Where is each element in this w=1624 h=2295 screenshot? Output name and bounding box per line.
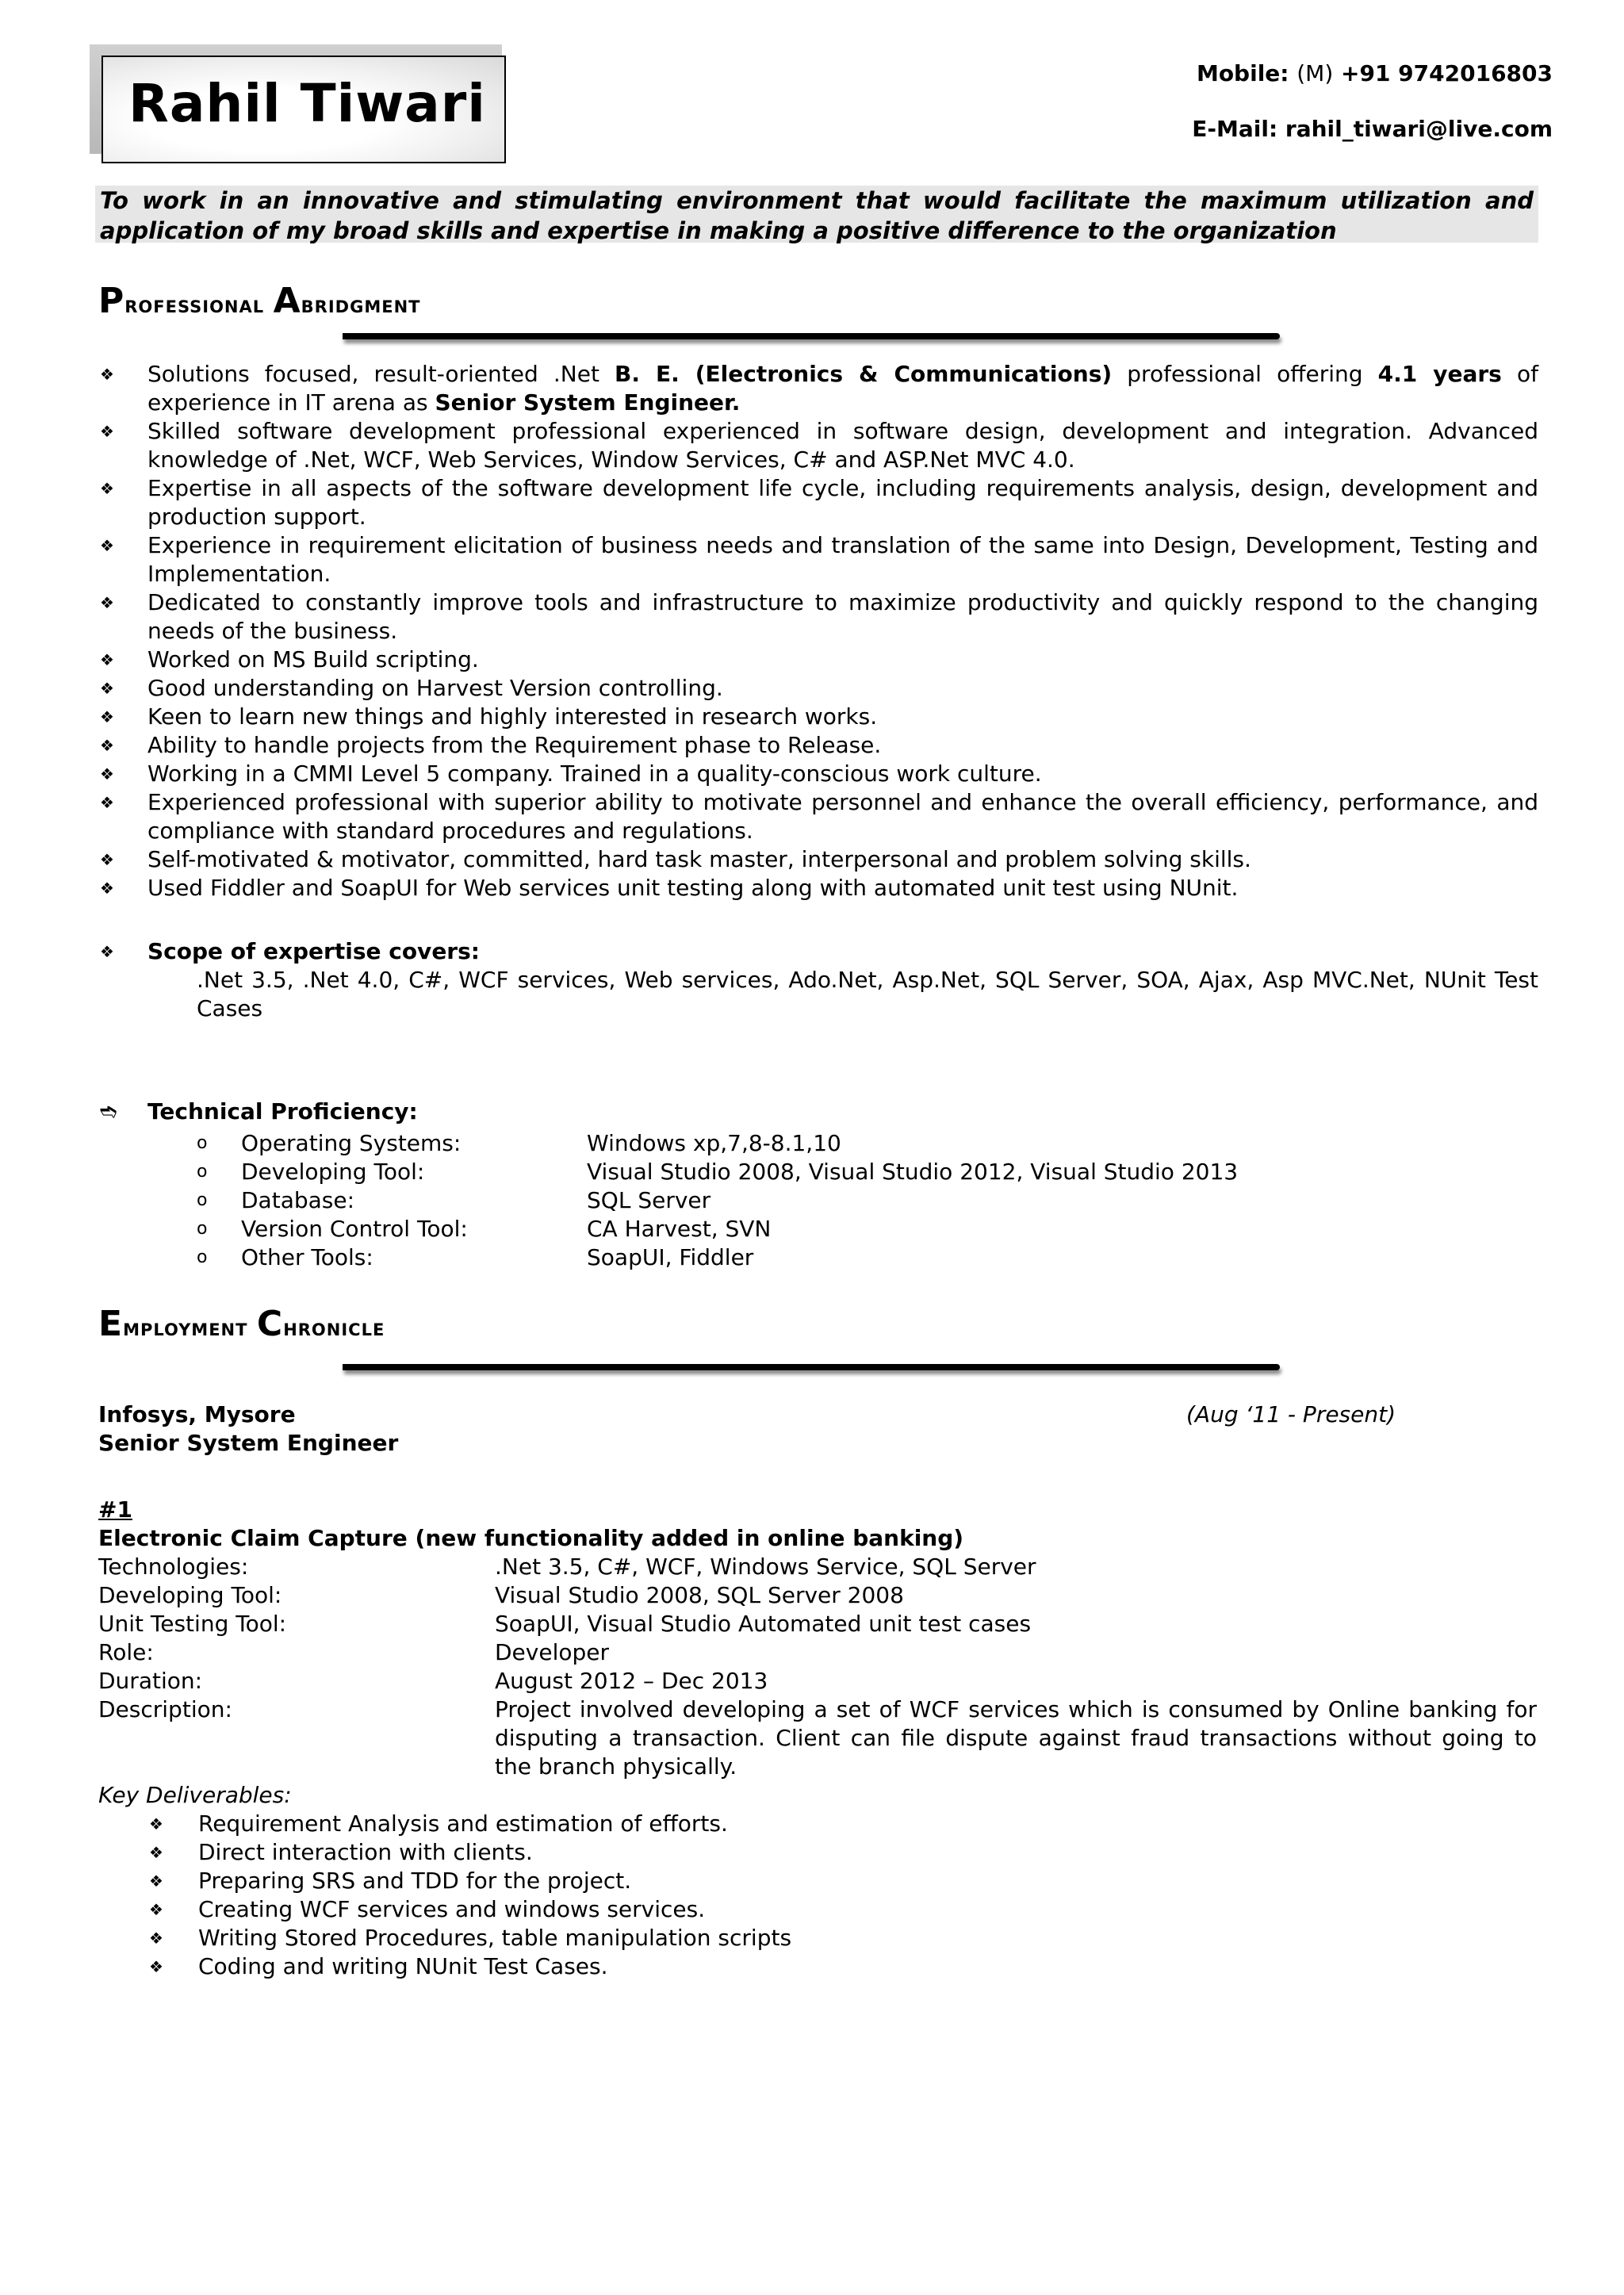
objective-line-1: To work in an innovative and stimulating environment that would facilitate the maximum utilization and [100, 187, 1534, 214]
scope-of-expertise [95, 937, 1538, 1023]
contact-mobile [1197, 60, 1553, 86]
list-item: ❖ Keen to learn new things and highly interested in research works. [95, 703, 1538, 731]
candidate-name: Rahil Tiwari [128, 73, 486, 134]
project-number: #1 [98, 1496, 132, 1523]
mobile-label: Mobile: [1196, 60, 1289, 86]
objective-statement [95, 186, 1538, 243]
list-item: ❖ Dedicated to constantly improve tools and infrastructure to maximize productivity and quickly respond to the changing needs of the business. [95, 588, 1538, 646]
key-deliverables-label: Key Deliverables: [98, 1782, 292, 1808]
table-row [197, 1186, 1238, 1215]
table-row [98, 1581, 1537, 1610]
text: professional offering [1112, 361, 1378, 387]
project-entry [98, 1496, 1537, 1981]
project-details-table [98, 1553, 1537, 1781]
row-key: Role: [98, 1639, 154, 1665]
row-key: Technologies: [98, 1554, 249, 1580]
contact-email [1192, 116, 1553, 142]
section-title-employment-chronicle [98, 1304, 385, 1344]
list-item: ❖ Ability to handle projects from the Requirement phase to Release. [95, 731, 1538, 760]
list-item: ❖ Requirement Analysis and estimation of efforts. [98, 1810, 1537, 1838]
list-item: ❖ Coding and writing NUnit Test Cases. [98, 1952, 1537, 1981]
row-value: Windows xp,7,8-8.1,10 [587, 1130, 841, 1156]
title-rest: hronicle [283, 1314, 385, 1342]
row-value: CA Harvest, SVN [587, 1216, 772, 1242]
table-row [197, 1158, 1238, 1186]
list-item: ❖ Writing Stored Procedures, table manipulation scripts [98, 1924, 1537, 1952]
mobile-number: +91 9742016803 [1341, 60, 1553, 86]
mobile-prefix: (M) [1297, 60, 1334, 86]
experience-years: 4.1 years [1377, 361, 1502, 387]
table-row [98, 1667, 1537, 1695]
row-marker: o [197, 1190, 208, 1210]
text: Solutions focused, result-oriented .Net [147, 361, 615, 387]
row-value: SoapUI, Fiddler [587, 1244, 754, 1270]
table-row [197, 1129, 1238, 1158]
table-row [98, 1695, 1537, 1781]
project-title: Electronic Claim Capture (new functionality added in online banking) [98, 1525, 964, 1551]
title-capital: A [273, 281, 301, 321]
row-key: Unit Testing Tool: [98, 1611, 287, 1637]
section-rule [343, 1364, 1280, 1370]
job-entry [98, 1400, 1542, 1458]
list-item: ❖ Experience in requirement elicitation of business needs and translation of the same into Design, Development, Testing and Implementation. [95, 531, 1538, 588]
email-label: E-Mail: [1192, 116, 1278, 142]
row-key: Developing Tool: [241, 1159, 425, 1185]
section-rule [343, 333, 1280, 339]
title-rest: mployment [123, 1314, 248, 1342]
list-item: ❖ Working in a CMMI Level 5 company. Trained in a quality-conscious work culture. [95, 760, 1538, 788]
row-key: Developing Tool: [98, 1582, 282, 1608]
table-row [98, 1553, 1537, 1581]
table-row [98, 1610, 1537, 1638]
name-box [102, 56, 506, 163]
list-item [95, 360, 1538, 417]
technical-table [197, 1129, 1238, 1272]
abridgment-bullets [95, 360, 1538, 902]
row-value: August 2012 – Dec 2013 [495, 1668, 768, 1694]
text: of experience in IT arena as [147, 361, 1538, 416]
list-item: ❖ Direct interaction with clients. [98, 1838, 1537, 1867]
job-title: Senior System Engineer. [435, 389, 741, 416]
row-key: Other Tools: [241, 1244, 373, 1270]
table-row [197, 1215, 1238, 1243]
row-key: Database: [241, 1187, 355, 1213]
row-value: Project involved developing a set of WCF services which is consumed by Online banking for disputing a transaction. Client can file dispute against fraud transactions without going to the branch physically. [495, 1696, 1537, 1780]
list-item: ❖ Used Fiddler and SoapUI for Web services unit testing along with automated unit test using NUnit. [95, 874, 1538, 902]
title-rest: rofessional [124, 291, 265, 319]
row-value: SQL Server [587, 1187, 711, 1213]
row-value: Visual Studio 2008, SQL Server 2008 [495, 1582, 904, 1608]
list-item: ❖ Preparing SRS and TDD for the project. [98, 1867, 1537, 1895]
title-capital: P [98, 281, 125, 321]
title-capital: C [256, 1304, 284, 1344]
row-value: SoapUI, Visual Studio Automated unit test cases [495, 1611, 1032, 1637]
degree: B. E. (Electronics & Communications) [615, 361, 1113, 387]
list-item: ❖ Good understanding on Harvest Version controlling. [95, 674, 1538, 703]
email-address[interactable]: rahil_tiwari@live.com [1285, 116, 1553, 142]
employment-dates: (Aug ‘11 - Present) [1186, 1401, 1396, 1427]
table-row [98, 1638, 1537, 1667]
row-marker: o [197, 1162, 208, 1182]
row-value: .Net 3.5, C#, WCF, Windows Service, SQL Server [495, 1554, 1036, 1580]
row-key: Duration: [98, 1668, 203, 1694]
title-rest: bridgment [301, 291, 421, 319]
row-key: Operating Systems: [241, 1130, 462, 1156]
list-item: ❖ Skilled software development professional experienced in software design, development and integration. Advanced knowledge of .Net, WCF, Web Services, Window Services, C# and ASP.Net MVC 4.0. [95, 417, 1538, 474]
section-title-professional-abridgment [98, 281, 420, 321]
row-marker: o [197, 1133, 208, 1153]
row-key: Version Control Tool: [241, 1216, 468, 1242]
row-value: Developer [495, 1639, 610, 1665]
list-item: ❖ Expertise in all aspects of the software development life cycle, including requirements analysis, design, development and production support. [95, 474, 1538, 531]
job-role: Senior System Engineer [98, 1430, 399, 1456]
technical-heading: ➬ Technical Proficiency: [95, 1098, 1538, 1126]
scope-body: .Net 3.5, .Net 4.0, C#, WCF services, Web services, Ado.Net, Asp.Net, SQL Server, SOA, Ajax, Asp MVC.Net, NUnit Test Cases [197, 967, 1538, 1021]
row-marker: o [197, 1247, 208, 1267]
technical-proficiency [95, 1098, 1538, 1272]
row-value: Visual Studio 2008, Visual Studio 2012, Visual Studio 2013 [587, 1159, 1239, 1185]
list-item: ❖ Creating WCF services and windows services. [98, 1895, 1537, 1924]
scope-heading: ❖ Scope of expertise covers: [95, 937, 1538, 966]
table-row [197, 1243, 1238, 1272]
company-name: Infosys, Mysore [98, 1401, 296, 1427]
title-capital: E [98, 1304, 124, 1344]
row-key: Description: [98, 1696, 232, 1722]
row-marker: o [197, 1219, 208, 1239]
list-item: ❖ Self-motivated & motivator, committed, hard task master, interpersonal and problem solving skills. [95, 845, 1538, 874]
list-item: ❖ Experienced professional with superior ability to motivate personnel and enhance the overall efficiency, performance, and compliance with standard procedures and regulations. [95, 788, 1538, 845]
list-item: ❖ Worked on MS Build scripting. [95, 646, 1538, 674]
deliverables-list [98, 1810, 1537, 1981]
objective-line-2: application of my broad skills and expertise in making a positive difference to the organization [100, 217, 1337, 244]
